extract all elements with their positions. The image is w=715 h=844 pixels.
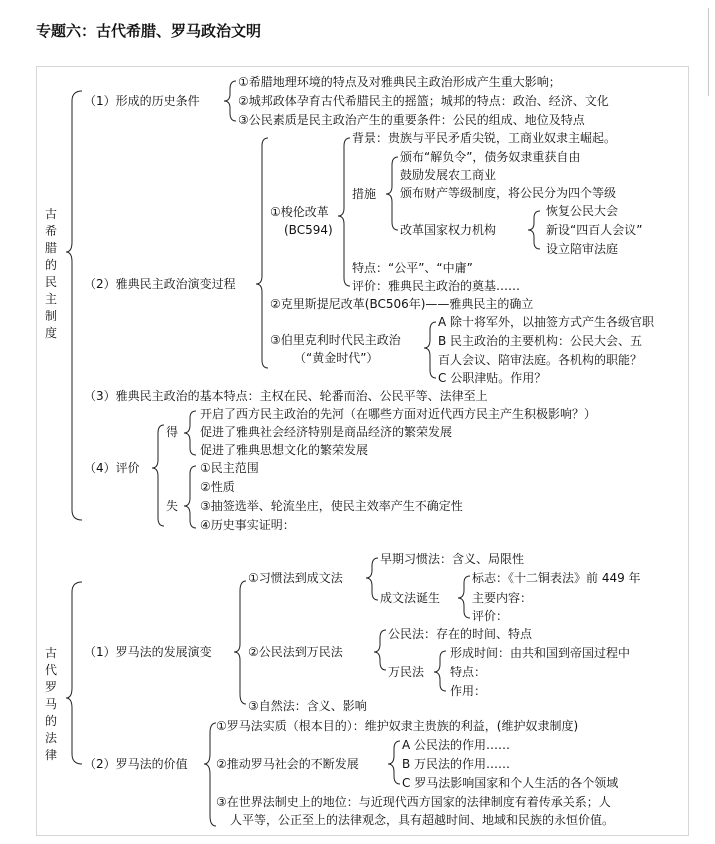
promote-item: C 罗马法影响国家和个人生活的各个领域 xyxy=(402,776,619,790)
gentium-item: 特点： xyxy=(450,665,487,679)
solon-label: ①梭伦改革 xyxy=(270,205,329,219)
promote-item: A 公民法的作用…… xyxy=(402,738,511,752)
value-status-line: 人平等，公正至上的法律观念，具有超越时间、地域和民族的永恒价值。 xyxy=(230,813,615,827)
formation-label: （1）形成的历史条件 xyxy=(84,94,200,108)
custom-early: 早期习惯法：含义、局限性 xyxy=(380,552,525,566)
pericles-item: C 公职津贴。作用？ xyxy=(438,371,547,385)
development-label: （1）罗马法的发展演变 xyxy=(84,645,212,659)
solon-measures-label: 措施 xyxy=(352,187,377,201)
promote-item: B 万民法的作用…… xyxy=(402,757,511,771)
written-item: 标志：《十二铜表法》前 449 年 xyxy=(472,571,641,585)
loss-item: ①民主范围 xyxy=(200,461,259,475)
gentium-item: 作用： xyxy=(450,684,487,698)
gain-item: 开启了西方民主政治的先河（在哪些方面对近代西方民主产生积极影响？） xyxy=(200,407,597,421)
solon-evaluation: 评价：雅典民主政治的奠基…… xyxy=(352,279,521,293)
evolution-label: （2）雅典民主政治演变过程 xyxy=(84,277,236,291)
solon-reform-item: 恢复公民大会 xyxy=(546,204,619,218)
value-status-line: ③在世界法制史上的地位：与近现代西方国家的法律制度有着传承关系；人 xyxy=(216,795,611,809)
formation-item: ②城邦政体孕育古代希腊民主的摇篮；城邦的特点：政治、经济、文化 xyxy=(238,94,609,108)
natural-law: ③自然法：含义、影响 xyxy=(248,699,367,713)
pericles-item: B 民主政治的主要机构：公民大会、五 xyxy=(438,334,643,348)
evaluation-label: （4）评价 xyxy=(84,461,140,475)
gentium-label: 万民法 xyxy=(388,665,425,679)
cleisthenes-reform: ②克里斯提尼改革(BC506年)——雅典民主的确立 xyxy=(270,297,534,311)
solon-measure: 鼓励发展农工商业 xyxy=(400,168,497,182)
gain-item: 促进了雅典社会经济特别是商品经济的繁荣发展 xyxy=(200,425,453,439)
loss-item: ④历史事实证明： xyxy=(200,518,295,532)
section-label-roman: 古代罗马的法律 xyxy=(44,646,57,762)
section-label-greek: 古希腊的民主制度 xyxy=(44,207,57,340)
loss-label: 失 xyxy=(166,499,179,513)
pericles-item: 百人会议、陪审法庭。各机构的职能？ xyxy=(438,353,643,367)
solon-reform-item: 设立陪审法庭 xyxy=(546,242,619,256)
pericles-item: A 除十将军外，以抽签方式产生各级官职 xyxy=(438,315,655,329)
citizen-label: ②公民法到万民法 xyxy=(248,645,343,659)
solon-reform-label: 改革国家权力机构 xyxy=(400,223,497,237)
greek-features: （3）雅典民主政治的基本特点：主权在民、轮番而治、公民平等、法律至上 xyxy=(84,389,488,403)
written-item: 评价： xyxy=(472,609,509,623)
citizen-civil: 公民法：存在的时间、特点 xyxy=(388,627,533,641)
custom-written-label: 成文法诞生 xyxy=(380,591,441,605)
written-item: 主要内容： xyxy=(472,591,533,605)
page-title: 专题六：古代希腊、罗马政治文明 xyxy=(36,22,262,40)
solon-year: (BC594) xyxy=(284,223,333,237)
value-promote-label: ②推动罗马社会的不断发展 xyxy=(216,757,359,771)
solon-features: 特点：“公平”、“中庸” xyxy=(352,261,473,275)
pericles-label: ③伯里克利时代民主政治 xyxy=(270,333,401,347)
value-label: （2）罗马法的价值 xyxy=(84,757,188,771)
gain-item: 促进了雅典思想文化的繁荣发展 xyxy=(200,443,369,457)
loss-item: ③抽签选举、轮流坐庄，使民主效率产生不确定性 xyxy=(200,499,463,513)
custom-label: ①习惯法到成文法 xyxy=(248,571,343,585)
gain-label: 得 xyxy=(166,425,179,439)
solon-measure: 颁布财产等级制度，将公民分为四个等级 xyxy=(400,186,617,200)
formation-item: ①希腊地理环境的特点及对雅典民主政治形成产生重大影响； xyxy=(238,75,561,89)
loss-item: ②性质 xyxy=(200,480,235,494)
solon-reform-item: 新设“四百人会议” xyxy=(546,223,643,237)
value-essence: ①罗马法实质（根本目的）：维护奴隶主贵族的利益，(维护奴隶制度) xyxy=(216,719,579,733)
pericles-sub: （“黄金时代”） xyxy=(294,351,379,365)
formation-item: ③公民素质是民主政治产生的重要条件：公民的组成、地位及特点 xyxy=(238,113,585,127)
solon-measure: 颁布“解负令”，债务奴隶重获自由 xyxy=(400,150,581,164)
solon-background: 背景：贵族与平民矛盾尖锐，工商业奴隶主崛起。 xyxy=(352,131,617,145)
gentium-item: 形成时间：由共和国到帝国过程中 xyxy=(450,646,631,660)
